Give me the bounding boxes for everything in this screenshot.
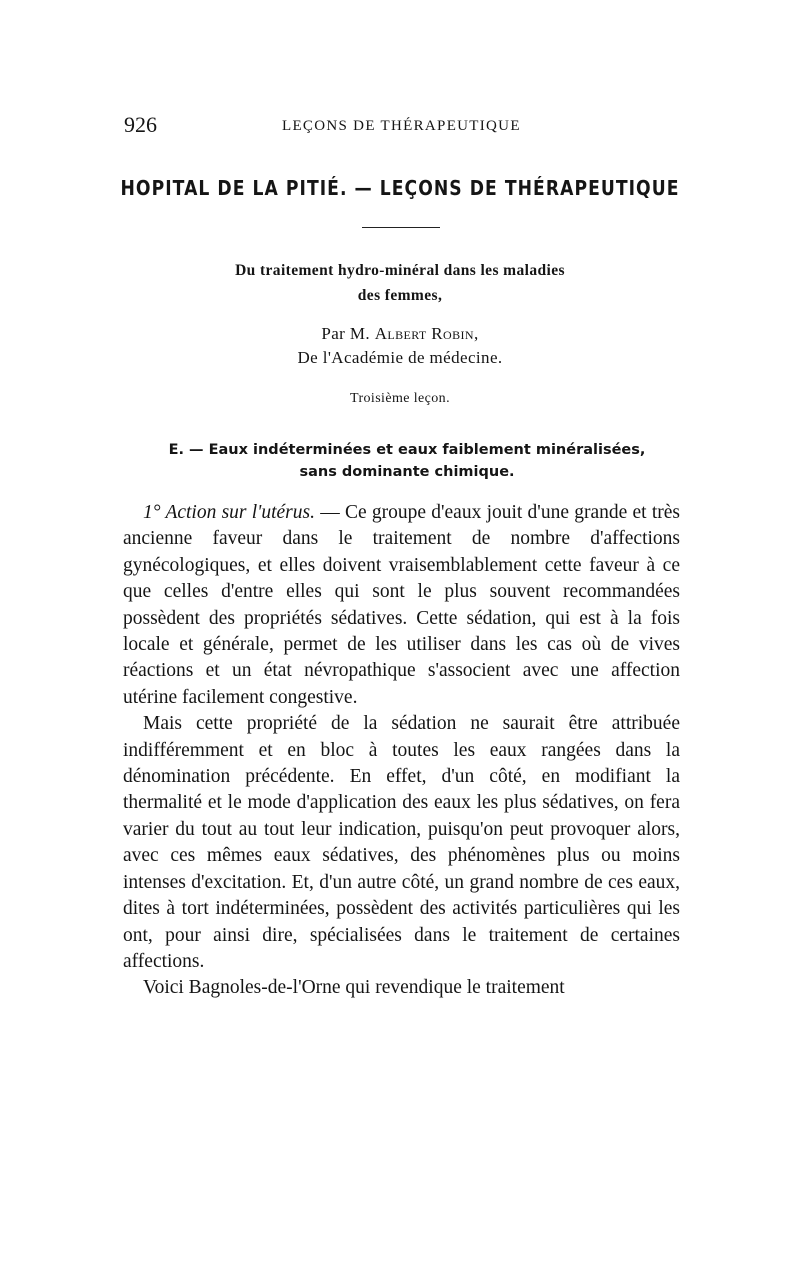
body-text [123, 500, 680, 1002]
paragraph-3: Voici Bagnoles-de-l'Orne qui revendique le traitement [143, 977, 565, 999]
author-line [0, 322, 800, 346]
author-block [0, 322, 800, 370]
article-title-line-2: des femmes, [357, 287, 443, 304]
subsection-heading-line-2: sans dominante chimique. [299, 464, 515, 480]
paragraph-1 [123, 500, 680, 711]
lecture-number: Troisième leçon. [350, 391, 450, 406]
section-title: HOPITAL DE LA PITIÉ. — LEÇONS DE THÉRAPEUTIQUE [120, 176, 680, 200]
paragraph-1-text: — Ce groupe d'eaux jouit d'une grande et très ancienne faveur dans le traitement de nombre d'affections gynécologiques, et elles doivent vraisemblablement cette faveur à ce que celles d'entre elles qui sont le plus souvent recommandées possèdent des propriétés sédatives. Cette sédation, qui est à la fois locale et générale, permet de les utiliser dans les cas où de vives réactions et un état névropathique s'associent avec une affection utérine facilement congestive. [123, 502, 680, 708]
article-title-line-1: Du traitement hydro-minéral dans les maladies [235, 262, 565, 279]
page-number: 926 [124, 112, 157, 137]
author-prefix: Par M. [321, 324, 375, 343]
subsection-heading-line-1: E. — Eaux indéterminées et eaux faiblement minéralisées, [168, 442, 646, 458]
paragraph-1-heading: 1° Action sur l'utérus. [143, 502, 315, 523]
article-title [0, 258, 800, 308]
author-name: Albert Robin, [374, 324, 479, 343]
paragraph-2: Mais cette propriété de la sédation ne saurait être attribuée indifféremment et en bloc à toutes les eaux rangées dans la dénomination précédente. En effet, d'un côté, en modifiant la thermalité et le mode d'application des eaux les plus sédatives, on fera varier du tout au tout leur indication, puisqu'on peut provoquer alors, avec ces mêmes eaux sédatives, des phénomènes plus ou moins intenses d'excitation. Et, d'un autre côté, un grand nombre de ces eaux, dites à tort indéterminées, possèdent des activités particulières qui les ont, pour ainsi dire, spécialisées dans le traitement de certaines affections. [123, 713, 680, 972]
running-title: LEÇONS DE THÉRAPEUTIQUE [282, 118, 521, 134]
author-affiliation: De l'Académie de médecine. [297, 348, 503, 367]
running-head [124, 112, 679, 146]
title-rule [362, 227, 440, 228]
subsection-heading [142, 439, 672, 483]
